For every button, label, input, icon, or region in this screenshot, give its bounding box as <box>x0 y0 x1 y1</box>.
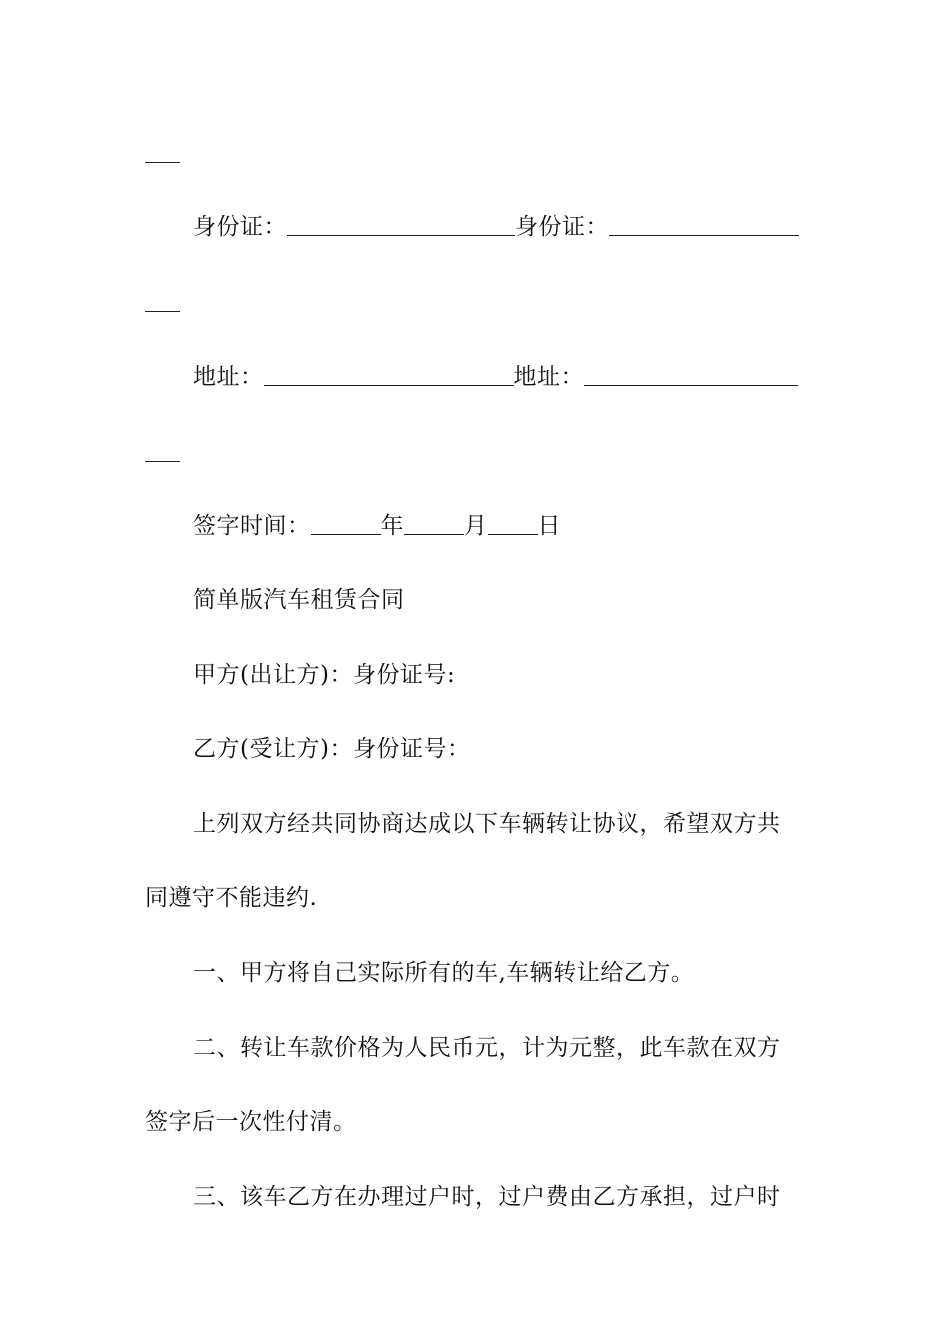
address-row <box>193 361 798 391</box>
id-card-label-party-a: 身份证： <box>193 214 287 240</box>
blank-continuation-rule <box>145 461 180 462</box>
party-b-line: 乙方(受让方)：身份证号： <box>193 736 471 762</box>
id-card-row <box>193 211 799 241</box>
month-label: 月 <box>464 513 488 539</box>
year-label: 年 <box>380 513 404 539</box>
id-card-blank-party-a <box>287 211 515 236</box>
address-blank-party-a <box>264 361 514 386</box>
address-blank-party-b <box>584 361 798 386</box>
id-card-blank-party-b <box>609 211 799 236</box>
id-card-label-party-b: 身份证： <box>515 214 609 240</box>
clause-3-line1: 三、该车乙方在办理过户时，过户费由乙方承担，过户时 <box>193 1184 781 1210</box>
address-label-party-b: 地址： <box>513 364 584 390</box>
address-label-party-a: 地址： <box>193 364 264 390</box>
clause-1: 一、甲方将自己实际所有的车,车辆转让给乙方。 <box>193 960 695 986</box>
clause-2-line2: 签字后一次性付清。 <box>145 1109 357 1135</box>
month-blank <box>404 510 464 535</box>
blank-continuation-rule <box>145 162 180 163</box>
year-blank <box>311 510 381 535</box>
blank-continuation-rule <box>145 311 180 312</box>
party-a-line: 甲方(出让方)：身份证号: <box>193 662 456 688</box>
day-label: 日 <box>537 513 561 539</box>
intro-paragraph-line2: 同遵守不能违约. <box>145 885 318 911</box>
sign-time-row <box>193 510 561 540</box>
sign-time-label: 签字时间： <box>193 513 311 539</box>
day-blank <box>488 510 538 535</box>
contract-title: 简单版汽车租赁合同 <box>193 587 405 613</box>
intro-paragraph-line1: 上列双方经共同协商达成以下车辆转让协议，希望双方共 <box>193 811 781 837</box>
clause-2-line1: 二、转让车款价格为人民币元，计为元整，此车款在双方 <box>193 1035 781 1061</box>
